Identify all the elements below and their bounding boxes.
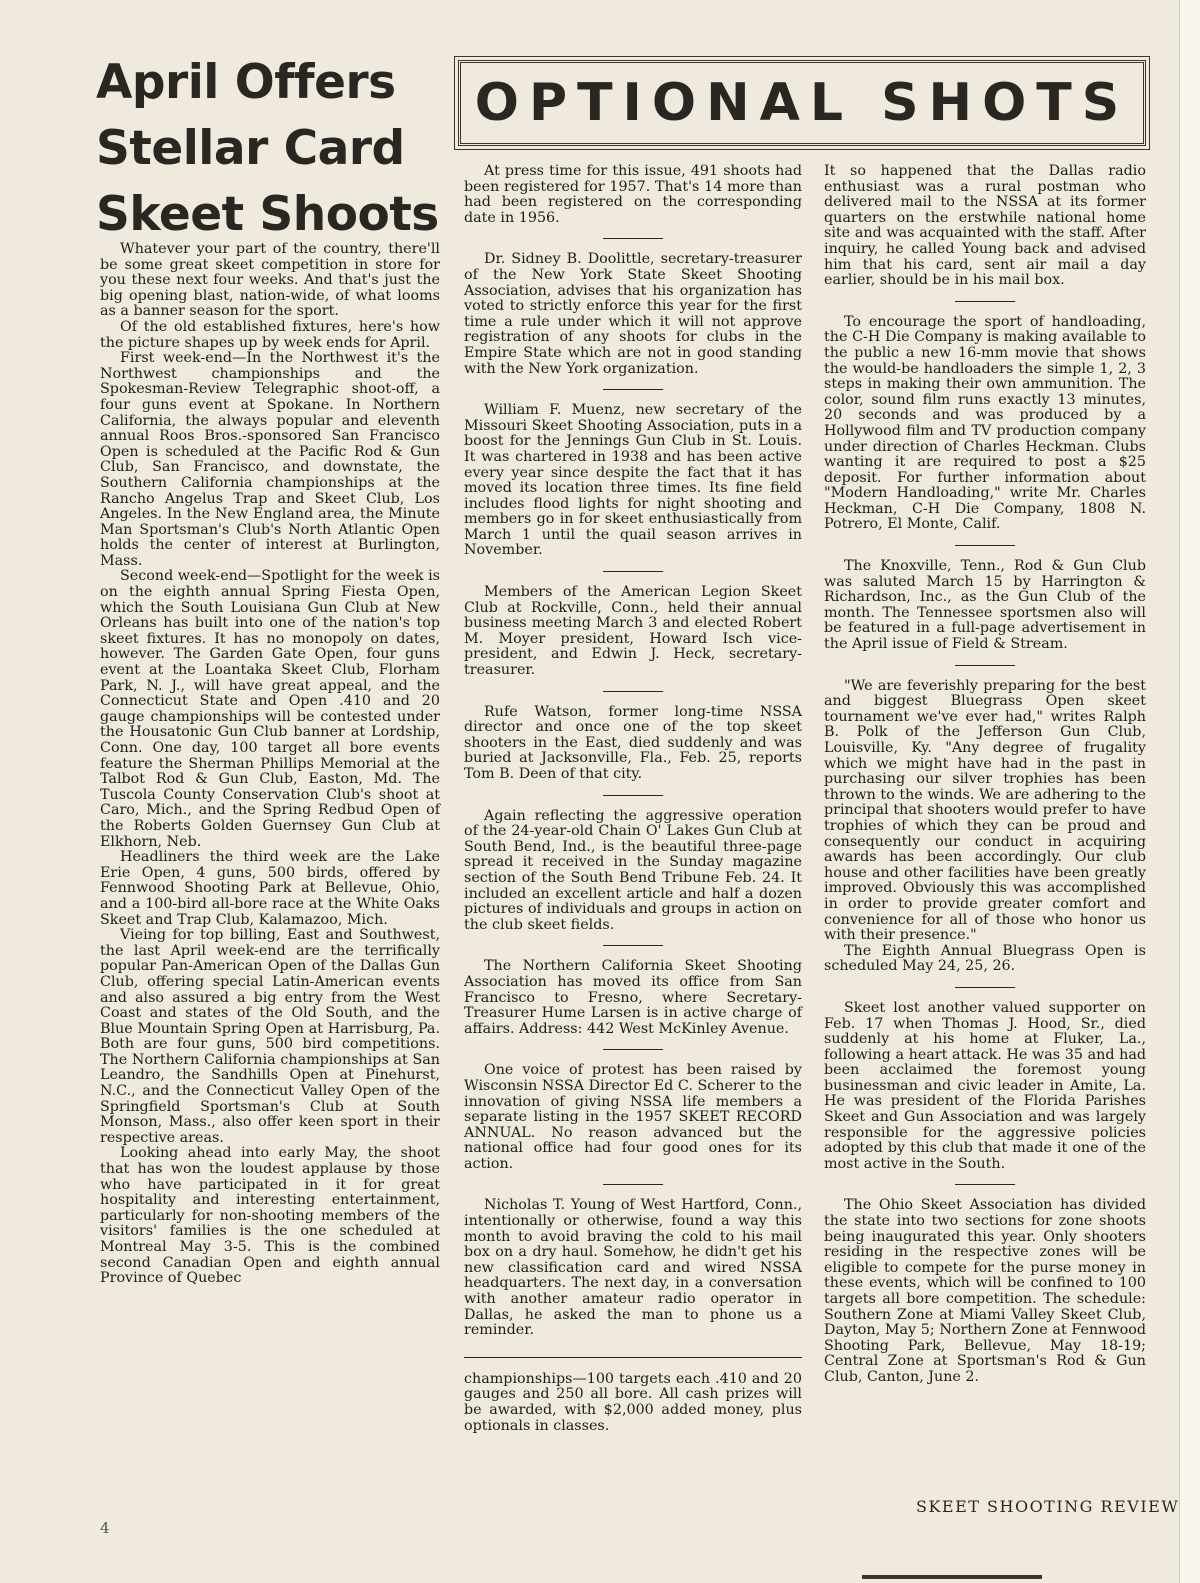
item-divider xyxy=(955,545,1015,546)
item-divider xyxy=(603,1184,663,1185)
article-column xyxy=(100,242,440,1287)
item-divider xyxy=(603,389,663,390)
page-edge-mark xyxy=(862,1575,1042,1579)
item-divider xyxy=(955,987,1015,988)
news-item: The Northern California Skeet Shooting Association has moved its office from San Francisco to Fresno, where Secretary-Treasurer Hume Larsen is in active charge of affairs. Address: 442 West McKinley Avenue. xyxy=(464,958,802,1037)
article-paragraph: Vieing for top billing, East and Southwest, the last April week-end are the terrifically popular Pan-American Open of the Dallas Gun Club, offering special Latin-American events and also assured a big entry from the West Coast and states of the Old South, and the Blue Mountain Spring Open at Harrisburg, Pa. Both are four guns, 500 bird competitions. The Northern California championships at San Leandro, the Sandhills Open at Pinehurst, N.C., and the Connecticut Valley Open of the Springfield Sportsman's Club at South Monson, Mass., also offer keen sport in their respective areas. xyxy=(100,927,440,1146)
news-column-2 xyxy=(464,164,802,1434)
article-continuation: championships—100 targets each .410 and 20 gauges and 250 all bore. All cash prizes will be awarded, with $2,000 added money, plus optionals in classes. xyxy=(464,1370,802,1434)
headline-line-3: Skeet Shoots xyxy=(96,187,439,242)
article-headline xyxy=(96,50,456,248)
item-divider xyxy=(955,1184,1015,1185)
article-paragraph: Looking ahead into early May, the shoot that has won the loudest applause by those who have participated in it for great hospitality and interesting entertainment, particularly for non-shooting members of the visitors' families is the one scheduled at Montreal May 3-5. This is the combined second Canadian Open and eighth annual Province of Quebec xyxy=(100,1145,440,1287)
section-title: OPTIONAL SHOTS xyxy=(474,73,1130,133)
item-divider xyxy=(603,795,663,796)
news-item: One voice of protest has been raised by Wisconsin NSSA Director Ed C. Scherer to the innovation of giving NSSA life members a separate listing in the 1957 SKEET RECORD ANNUAL. No reason advanced but the national office had four good ones for its action. xyxy=(464,1062,802,1172)
headline-line-2: Stellar Card xyxy=(96,121,405,176)
article-paragraph: First week-end—In the Northwest it's the Northwest championships and the Spokesman-Review Telegraphic shoot-off, a four guns event at Spokane. In Northern California, the always popular and eleventh annual Roos Bros.-sponsored San Francisco Open is scheduled at the Pacific Rod & Gun Club, San Francisco, and downstate, the Southern California championships at the Rancho Angelus Trap and Skeet Club, Los Angeles. In the New England area, the Minute Man Sportsman's Club's North Atlantic Open holds the center of interest at Burlington, Mass. xyxy=(100,350,440,569)
item-divider xyxy=(955,665,1015,666)
article-paragraph: Headliners the third week are the Lake Erie Open, 4 guns, 500 birds, offered by Fennwood Shooting Park at Bellevue, Ohio, and a 100-bird all-bore race at the White Oaks Skeet and Trap Club, Kalamazoo, Mich. xyxy=(100,849,440,928)
news-item: Members of the American Legion Skeet Club at Rockville, Conn., held their annual business meeting March 3 and elected Robert M. Moyer president, Howard Isch vice-president, and Edwin J. Heck, secretary-treasurer. xyxy=(464,584,802,679)
news-item: Again reflecting the aggressive operation of the 24-year-old Chain O' Lakes Gun Club at South Bend, Ind., is the beautiful three-page spread it received in the Sunday magazine section of the South Bend Tribune Feb. 24. It included an excellent article and half a dozen pictures of individuals and groups in action on the club skeet fields. xyxy=(464,807,802,933)
news-item: The Knoxville, Tenn., Rod & Gun Club was saluted March 15 by Harrington & Richardson, Inc., as the Gun Club of the month. The Tennessee sportsmen also will be featured in a full-page advertisement in the April issue of Field & Stream. xyxy=(824,558,1146,653)
article-paragraph: Of the old established fixtures, here's how the picture shapes up by week ends for April. xyxy=(100,318,440,351)
item-divider xyxy=(603,571,663,572)
news-item: The Ohio Skeet Association has divided the state into two sections for zone shoots being inaugurated this year. Only shooters residing in the respective zones will be eligible to compete for the purse money in these events, which will be confined to 100 targets all bore competition. The schedule: Southern Zone at Miami Valley Skeet Club, Dayton, May 5; Northern Zone at Fennwood Shooting Park, Bellevue, May 18-19; Central Zone at Sportsman's Rod & Gun Club, Canton, June 2. xyxy=(824,1197,1146,1385)
continuation-divider xyxy=(464,1357,802,1358)
news-item: The Eighth Annual Bluegrass Open is scheduled May 24, 25, 26. xyxy=(824,942,1146,975)
article-paragraph: Whatever your part of the country, there'll be some great skeet competition in store for you these next four weeks. And that's just the big opening blast, nation-wide, of what looms as a banner season for the sport. xyxy=(100,241,440,320)
item-divider xyxy=(955,301,1015,302)
news-item: William F. Muenz, new secretary of the Missouri Skeet Shooting Association, puts in a boost for the Jennings Gun Club in St. Louis. It was chartered in 1938 and has been active every year since despite the fact that it has moved its location three times. Its fine field includes flood lights for night shooting and members go in for skeet enthusiastically from March 1 until the quail season arrives in November. xyxy=(464,402,802,559)
news-item: At press time for this issue, 491 shoots had been registered for 1957. That's 14 more than had been registered on the corresponding date in 1956. xyxy=(464,163,802,226)
item-divider xyxy=(603,691,663,692)
news-item: Skeet lost another valued supporter on Feb. 17 when Thomas J. Hood, Sr., died suddenly at his home at Fluker, La., following a heart attack. He was 35 and had been acclaimed the foremost young businessman and civic leader in Amite, La. He was president of the Florida Parishes Skeet and Gun Association and was largely responsible for the aggressive policies adopted by this club that made it one of the most active in the South. xyxy=(824,999,1146,1172)
news-column-3 xyxy=(824,164,1146,1386)
page-number: 4 xyxy=(100,1519,110,1537)
item-divider xyxy=(603,238,663,239)
article-paragraph: Second week-end—Spotlight for the week is on the eighth annual Spring Fiesta Open, which the South Louisiana Gun Club at New Orleans has built into one of the nation's top skeet fixtures. It has no monopoly on dates, however. The Garden Gate Open, four guns event at the Loantaka Skeet Club, Florham Park, N. J., will have great appeal, and the Connecticut State and Open .410 and 20 gauge championships will be contested under the Housatonic Gun Club banner at Lordship, Conn. One day, 100 target all bore events feature the Sherman Phillips Memorial at the Talbot Rod & Gun Club, Easton, Md. The Tuscola County Conservation Club's shoot at Caro, Mich., and the Spring Redbud Open of the Roberts Golden Guernsey Gun Club at Elkhorn, Neb. xyxy=(100,568,440,850)
publication-footer: SKEET SHOOTING REVIEW xyxy=(916,1497,1180,1516)
news-item: It so happened that the Dallas radio enthusiast was a rural postman who delivered mail to the NSSA at its former quarters on the erstwhile national home site and was acquainted with the staff. After inquiry, he called Young back and advised him that his card, sent air mail a day earlier, should be in his mail box. xyxy=(824,163,1146,289)
news-item: Dr. Sidney B. Doolittle, secretary-treasurer of the New York State Skeet Shooting Association, advises that his organization has voted to strictly enforce this year for the first time a rule under which it will not approve registration of any shoots for clubs in the Empire State which are not in good standing with the New York organization. xyxy=(464,251,802,377)
section-banner xyxy=(458,60,1146,146)
item-divider xyxy=(603,1049,663,1050)
news-item: "We are feverishly preparing for the best and biggest Bluegrass Open skeet tournament we've ever had," writes Ralph B. Polk of the Jefferson Gun Club, Louisville, Ky. "Any degree of frugality which we might have had in the past in purchasing our silver trophies has been thrown to the winds. We are adhering to the principal that shooters would prefer to have trophies of which they can be proud and consequently our conduct in acquiring awards has been accordingly. Our club house and other facilities have been greatly improved. Obviously this was accomplished in order to provide greater comfort and convenience for all of those who honor us with their presence." xyxy=(824,677,1146,944)
adjacent-page-edge xyxy=(1179,0,1200,1583)
headline-line-1: April Offers xyxy=(96,55,396,110)
item-divider xyxy=(603,945,663,946)
news-item: Nicholas T. Young of West Hartford, Conn., intentionally or otherwise, found a way this month to avoid braving the cold to his mail box on a dry haul. Somehow, he didn't get his new classification card and wired NSSA headquarters. The next day, in a conversation with another amateur radio operator in Dallas, he asked the man to phone us a reminder. xyxy=(464,1197,802,1339)
news-item: Rufe Watson, former long-time NSSA director and once one of the top skeet shooters in the East, died suddenly and was buried at Jacksonville, Fla., Feb. 25, reports Tom B. Deen of that city. xyxy=(464,703,802,782)
news-item: To encourage the sport of handloading, the C-H Die Company is making available to the public a new 16-mm movie that shows the would-be handloaders the simple 1, 2, 3 steps in making their own ammunition. The color, sound film runs exactly 13 minutes, 20 seconds and was produced by a Hollywood film and TV production company under direction of Charles Heckman. Clubs wanting it are required to post a $25 deposit. For further information about "Modern Handloading," write Mr. Charles Heckman, C-H Die Company, 1808 N. Potrero, El Monte, Calif. xyxy=(824,313,1146,533)
